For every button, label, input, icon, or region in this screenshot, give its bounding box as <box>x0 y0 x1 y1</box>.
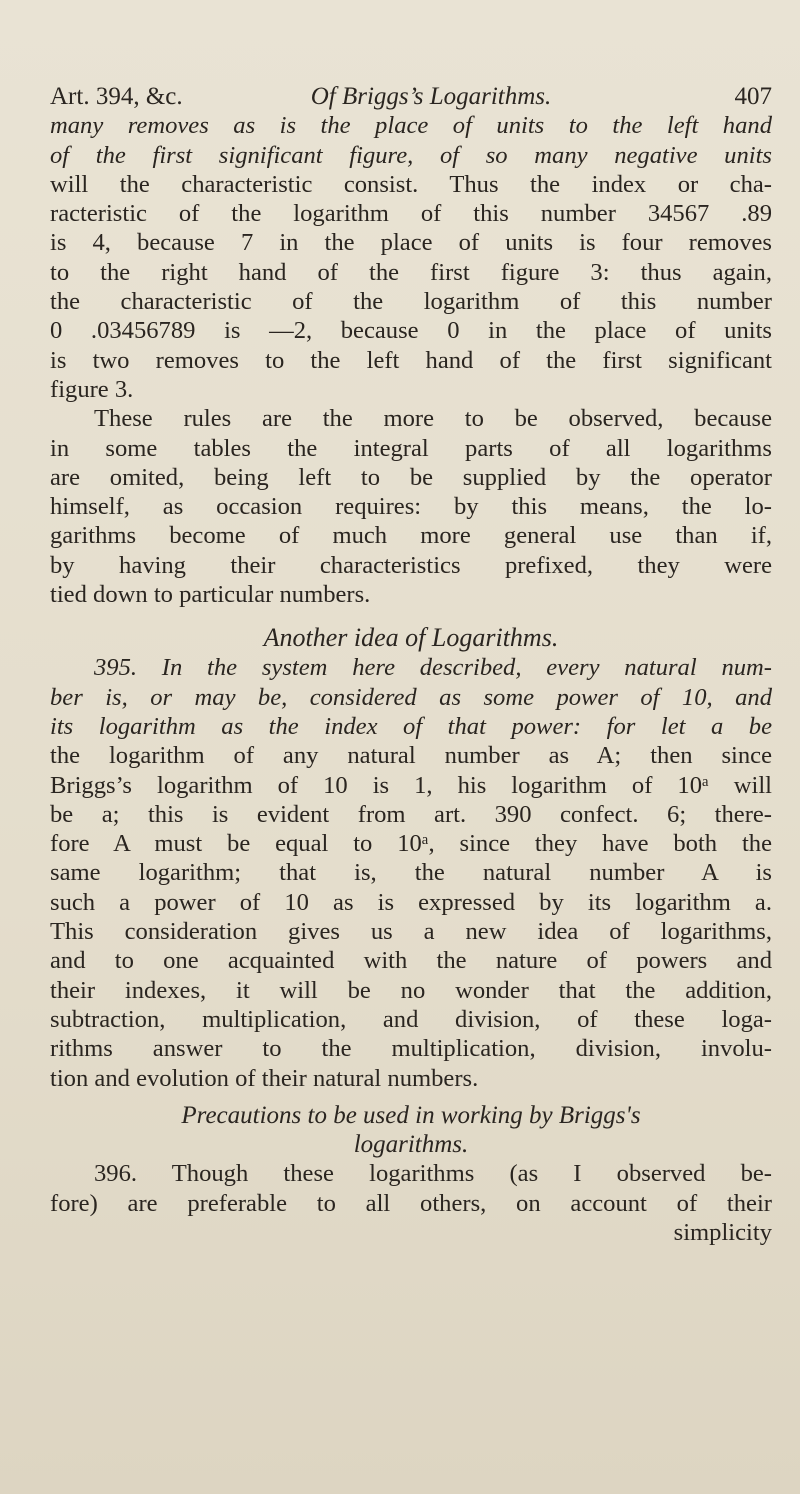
text-line: is 4, because 7 in the place of units is four removes <box>50 229 772 257</box>
section-heading-continued: logarithms. <box>353 1131 469 1159</box>
text-line: be a; this is evident from art. 390 confect. 6; there- <box>50 800 772 828</box>
section-heading: Precautions to be used in working by Briggs's <box>181 1101 641 1129</box>
text-line: same logarithm; that is, the natural number A is <box>50 859 772 887</box>
text-line: is two removes to the left hand of the first significant <box>50 346 772 374</box>
text-line: its logarithm as the index of that power: for let a be <box>50 712 772 740</box>
text-line: 396. Though these logarithms (as I observed be- <box>94 1160 772 1188</box>
text-line: many removes as is the place of units to the left hand <box>50 112 772 140</box>
text-line: racteristic of the logarithm of this number 34567 .89 <box>50 200 772 228</box>
text-line: of the first significant figure, of so many negative units <box>50 141 772 169</box>
text-line: rithms answer to the multiplication, division, involu- <box>50 1035 772 1063</box>
text-line: himself, as occasion requires: by this means, the lo- <box>50 493 772 521</box>
paragraph-characteristic <box>50 111 772 404</box>
paragraph-another-idea <box>50 653 772 1092</box>
running-header <box>50 82 772 111</box>
page-text <box>50 82 772 1247</box>
text-line: Briggs’s logarithm of 10 is 1, his logarithm of 10ᵃ will <box>50 771 772 799</box>
text-line: the characteristic of the logarithm of this number <box>50 288 772 316</box>
text-line: to the right hand of the first figure 3: thus again, <box>50 258 772 286</box>
text-line: fore A must be equal to 10ᵃ, since they have both the <box>50 830 772 858</box>
catchword: simplicity <box>673 1218 772 1246</box>
paragraph-rules <box>50 404 772 609</box>
text-line: ber is, or may be, considered as some power of 10, and <box>50 683 772 711</box>
text-line: This consideration gives us a new idea of logarithms, <box>50 918 772 946</box>
text-line: subtraction, multiplication, and division, of these loga- <box>50 1005 772 1033</box>
text-line: figure 3. <box>50 375 134 403</box>
text-line: 395. In the system here described, every natural num- <box>94 654 772 682</box>
header-title: Of Briggs’s Logarithms. <box>310 83 552 110</box>
text-line: the logarithm of any natural number as A; then since <box>50 742 772 770</box>
page-number: 407 <box>734 83 772 110</box>
text-line: 0 .03456789 is —2, because 0 in the place of units <box>50 317 772 345</box>
text-line: such a power of 10 as is expressed by its logarithm a. <box>50 888 772 916</box>
text-line: garithms become of much more general use than if, <box>50 522 772 550</box>
header-section: Art. 394, &c. <box>50 83 183 110</box>
text-line: their indexes, it will be no wonder that the addition, <box>50 976 772 1004</box>
text-line: These rules are the more to be observed, because <box>94 405 772 433</box>
text-line: fore) are preferable to all others, on account of their <box>50 1189 772 1217</box>
text-line: by having their characteristics prefixed, they were <box>50 551 772 579</box>
text-line: will the characteristic consist. Thus the index or cha- <box>50 170 772 198</box>
text-line: and to one acquainted with the nature of powers and <box>50 947 772 975</box>
text-line: are omited, being left to be supplied by the operator <box>50 463 772 491</box>
paragraph-precautions <box>50 1159 772 1247</box>
text-line: in some tables the integral parts of all logarithms <box>50 434 772 462</box>
text-line: tion and evolution of their natural numbers. <box>50 1064 479 1092</box>
section-heading: Another idea of Logarithms. <box>263 623 559 653</box>
text-line: tied down to particular numbers. <box>50 581 371 609</box>
